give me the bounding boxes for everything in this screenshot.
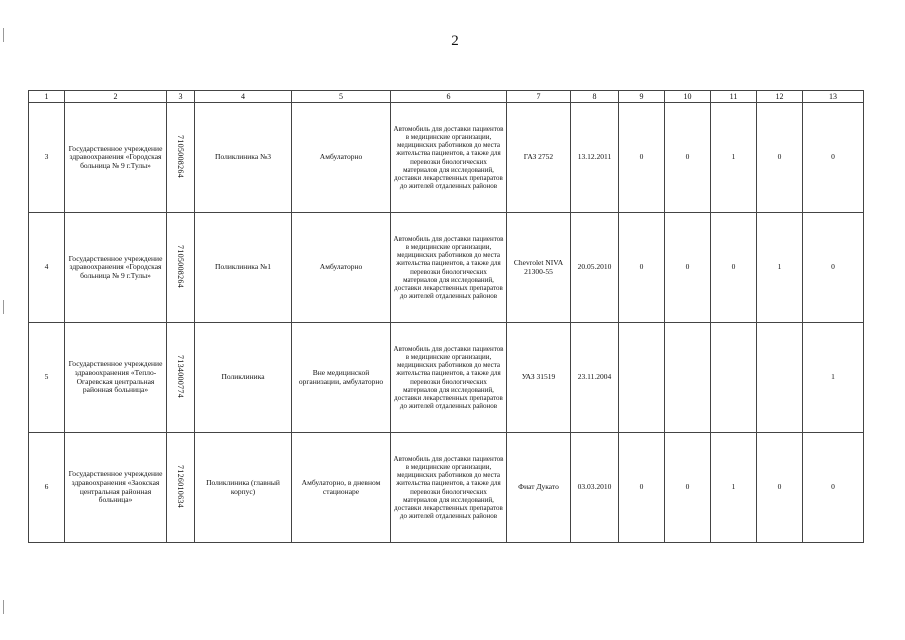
vehicle-model: УАЗ 31519 (507, 323, 571, 433)
institution-name: Государственное учреждение здравоохранения «Тепло-Огаревская центральная районная больница» (65, 323, 167, 433)
count-col-11: 0 (711, 213, 757, 323)
table-row (29, 213, 864, 323)
count-col-13: 0 (803, 103, 864, 213)
column-number: 2 (65, 91, 167, 103)
column-number: 13 (803, 91, 864, 103)
count-col-10: 0 (665, 213, 711, 323)
inn-cell (167, 103, 195, 213)
column-number: 4 (195, 91, 292, 103)
column-number: 6 (391, 91, 507, 103)
column-number: 7 (507, 91, 571, 103)
row-number: 4 (29, 213, 65, 323)
count-col-10: 0 (665, 103, 711, 213)
margin-mark (3, 600, 4, 614)
count-col-13: 1 (803, 323, 864, 433)
count-col-13: 0 (803, 433, 864, 543)
vehicle-purpose: Автомобиль для доставки пациентов в медицинские организации, медицинских работников до места жительства пациентов, а также для перевозки биологических материалов для исследований, доставки лекарственных препаратов до жителей отдаленных районов (391, 323, 507, 433)
column-number-row (29, 91, 864, 103)
vehicle-purpose: Автомобиль для доставки пациентов в медицинские организации, медицинских работников до места жительства пациентов, а также для перевозки биологических материалов для исследований, доставки лекарственных препаратов до жителей отдаленных районов (391, 103, 507, 213)
column-number: 5 (292, 91, 391, 103)
inn-cell (167, 433, 195, 543)
vehicle-model: Фиат Дукато (507, 433, 571, 543)
acquisition-date: 03.03.2010 (571, 433, 619, 543)
care-type: Амбулаторно, в дневном стационаре (292, 433, 391, 543)
care-type: Вне медицинской организации, амбулаторно (292, 323, 391, 433)
vehicle-model: Chevrolet NIVA 21300-55 (507, 213, 571, 323)
page-number: 2 (451, 33, 459, 49)
inn-code: 7105008264 (176, 244, 186, 288)
institution-name: Государственное учреждение здравоохранения «Городская больница № 9 г.Тулы» (65, 103, 167, 213)
institution-name: Государственное учреждение здравоохранения «Городская больница № 9 г.Тулы» (65, 213, 167, 323)
column-number: 1 (29, 91, 65, 103)
count-col-10 (665, 323, 711, 433)
care-type: Амбулаторно (292, 103, 391, 213)
row-number: 3 (29, 103, 65, 213)
count-col-9: 0 (619, 433, 665, 543)
table-row (29, 433, 864, 543)
acquisition-date: 20.05.2010 (571, 213, 619, 323)
unit-name: Поликлиника (195, 323, 292, 433)
row-number: 5 (29, 323, 65, 433)
count-col-11: 1 (711, 433, 757, 543)
count-col-9: 0 (619, 103, 665, 213)
inn-cell (167, 323, 195, 433)
count-col-11: 1 (711, 103, 757, 213)
column-number: 11 (711, 91, 757, 103)
count-col-9: 0 (619, 213, 665, 323)
acquisition-date: 13.12.2011 (571, 103, 619, 213)
margin-mark (3, 300, 4, 314)
count-col-13: 0 (803, 213, 864, 323)
institution-name: Государственное учреждение здравоохранения «Заокская центральная районная больница» (65, 433, 167, 543)
inn-cell (167, 213, 195, 323)
table-row (29, 103, 864, 213)
margin-mark (3, 28, 4, 42)
count-col-9 (619, 323, 665, 433)
count-col-12: 0 (757, 433, 803, 543)
vehicle-purpose: Автомобиль для доставки пациентов в медицинские организации, медицинских работников до места жительства пациентов, а также для перевозки биологических материалов для исследований, доставки лекарственных препаратов до жителей отдаленных районов (391, 213, 507, 323)
count-col-11 (711, 323, 757, 433)
column-number: 10 (665, 91, 711, 103)
acquisition-date: 23.11.2004 (571, 323, 619, 433)
count-col-12: 0 (757, 103, 803, 213)
table-row (29, 323, 864, 433)
count-col-10: 0 (665, 433, 711, 543)
column-number: 9 (619, 91, 665, 103)
inn-code: 7134000774 (176, 354, 186, 398)
unit-name: Поликлиника №3 (195, 103, 292, 213)
care-type: Амбулаторно (292, 213, 391, 323)
column-number: 8 (571, 91, 619, 103)
vehicle-register-table (28, 90, 864, 543)
row-number: 6 (29, 433, 65, 543)
unit-name: Поликлиника (главный корпус) (195, 433, 292, 543)
inn-code: 7126010634 (176, 464, 186, 508)
column-number: 12 (757, 91, 803, 103)
count-col-12 (757, 323, 803, 433)
vehicle-model: ГАЗ 2752 (507, 103, 571, 213)
count-col-12: 1 (757, 213, 803, 323)
column-number: 3 (167, 91, 195, 103)
inn-code: 7105008264 (176, 134, 186, 178)
vehicle-purpose: Автомобиль для доставки пациентов в медицинские организации, медицинских работников до места жительства пациентов, а также для перевозки биологических материалов для исследований, доставки лекарственных препаратов до жителей отдаленных районов (391, 433, 507, 543)
unit-name: Поликлиника №1 (195, 213, 292, 323)
